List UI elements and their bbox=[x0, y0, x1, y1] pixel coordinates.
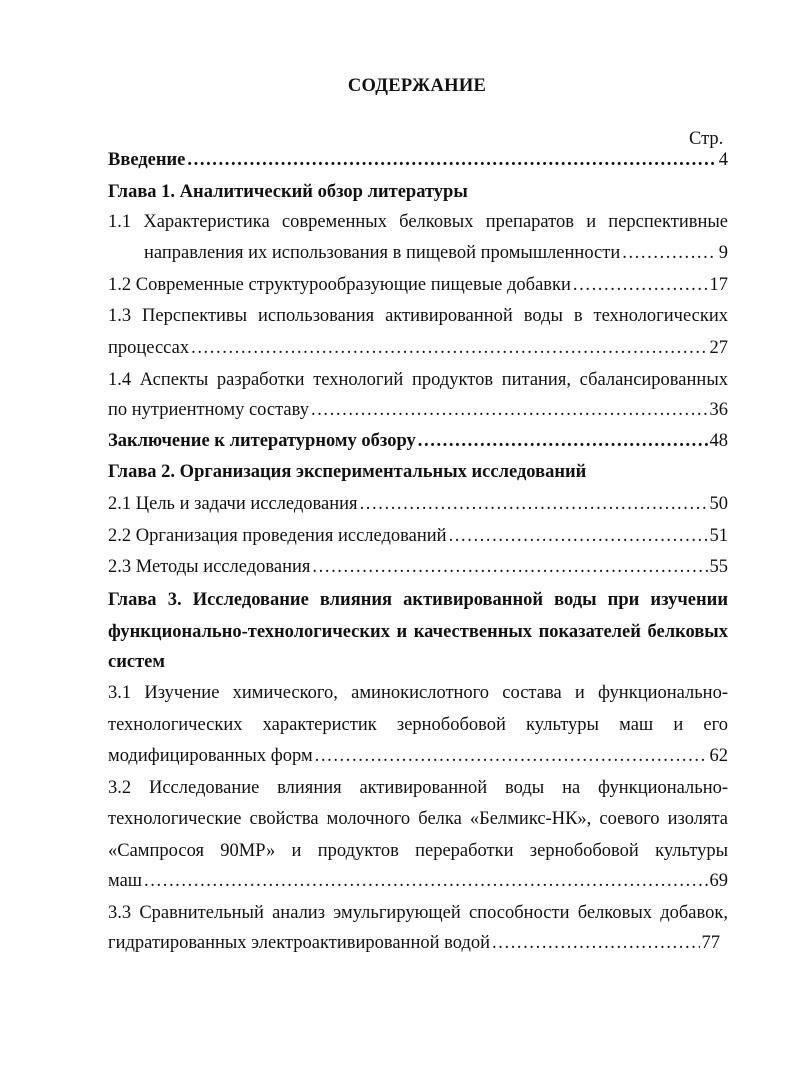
dot-leader bbox=[315, 743, 708, 769]
toc-entry-text: по нутриентному составу bbox=[108, 400, 309, 420]
toc-page-number: 51 bbox=[709, 526, 728, 546]
toc-entry-1-1-line2 bbox=[144, 240, 728, 266]
dot-leader bbox=[191, 335, 707, 361]
toc-page-number: 50 bbox=[709, 494, 728, 514]
toc-page-number: 36 bbox=[709, 400, 728, 420]
dot-leader bbox=[622, 240, 717, 266]
toc-page-number: 62 bbox=[709, 746, 728, 766]
dot-leader bbox=[144, 868, 707, 894]
toc-page-number: 77 bbox=[701, 933, 720, 953]
toc-page-number: 17 bbox=[709, 275, 728, 295]
toc-page-number: 27 bbox=[709, 338, 728, 358]
toc-entry-text: гидратированных электроактивированной водой bbox=[108, 933, 491, 953]
toc-entry-text: модифицированных форм bbox=[108, 746, 313, 766]
toc-entry-1-3-line2 bbox=[108, 335, 728, 361]
toc-entry-3-2-line2: технологические свойства молочного белка «Белмикс-НК», соевого изолята bbox=[108, 809, 728, 829]
toc-entry-3-2-line4 bbox=[108, 868, 728, 894]
toc-entry-3-1-line3 bbox=[108, 743, 728, 769]
toc-page-number: 69 bbox=[709, 871, 728, 891]
toc-entry-text: Введение bbox=[108, 150, 186, 170]
toc-page-number: 48 bbox=[709, 431, 728, 451]
toc-entry-1-4-line1: 1.4 Аспекты разработки технологий продуктов питания, сбалансированных bbox=[108, 370, 728, 390]
toc-entry-text: 2.2 Организация проведения исследований bbox=[108, 526, 447, 546]
toc-entry-3-3-line1: 3.3 Сравнительный анализ эмульгирующей способности белковых добавок, bbox=[108, 903, 728, 923]
page-title: СОДЕРЖАНИЕ bbox=[347, 76, 487, 96]
toc-page-number: 9 bbox=[718, 243, 728, 263]
toc-entry-3-2-line3: «Сампросоя 90МР» и продуктов переработки зернобобовой культуры bbox=[108, 841, 728, 861]
dot-leader bbox=[360, 491, 708, 517]
dot-leader bbox=[312, 554, 707, 580]
toc-chapter-1: Глава 1. Аналитический обзор литературы bbox=[108, 182, 468, 202]
toc-entry-text: процессах bbox=[108, 338, 190, 358]
toc-entry-text: 1.2 Современные структурообразующие пищевые добавки bbox=[108, 275, 571, 295]
toc-entry-text: 2.3 Методы исследования bbox=[108, 557, 311, 577]
toc-entry-conclusion bbox=[108, 428, 728, 454]
toc-entry-3-2-line1: 3.2 Исследование влияния активированной воды на функционально- bbox=[108, 778, 728, 798]
page-column-label: Стр. bbox=[689, 129, 724, 149]
toc-page-number: 4 bbox=[718, 150, 728, 170]
toc-entry-intro bbox=[108, 147, 728, 173]
toc-chapter-3-line1: Глава 3. Исследование влияния активированной воды при изучении bbox=[108, 590, 728, 610]
toc-entry-2-2 bbox=[108, 523, 728, 549]
toc-chapter-3-line3: систем bbox=[108, 652, 165, 672]
dot-leader bbox=[311, 397, 708, 423]
toc-entry-1-2 bbox=[108, 272, 728, 298]
dot-leader bbox=[449, 523, 708, 549]
toc-entry-1-1-line1: 1.1 Характеристика современных белковых препаратов и перспективные bbox=[108, 212, 728, 232]
toc-entry-text: Заключение к литературному обзору bbox=[108, 431, 416, 451]
toc-entry-2-3 bbox=[108, 554, 728, 580]
toc-page-number: 55 bbox=[709, 557, 728, 577]
dot-leader bbox=[573, 272, 708, 298]
dot-leader bbox=[418, 428, 708, 454]
toc-chapter-2: Глава 2. Организация экспериментальных исследований bbox=[108, 462, 587, 482]
toc-entry-3-1-line2: технологических характеристик зернобобовой культуры маш и его bbox=[108, 715, 728, 735]
dot-leader bbox=[187, 147, 716, 173]
toc-entry-text: 2.1 Цель и задачи исследования bbox=[108, 494, 358, 514]
toc-entry-1-3-line1: 1.3 Перспективы использования активированной воды в технологических bbox=[108, 306, 728, 326]
toc-entry-3-3-line2 bbox=[108, 930, 720, 956]
dot-leader bbox=[492, 930, 699, 956]
toc-entry-1-4-line2 bbox=[108, 397, 728, 423]
toc-entry-text: маш bbox=[108, 871, 143, 891]
toc-entry-2-1 bbox=[108, 491, 728, 517]
toc-entry-3-1-line1: 3.1 Изучение химического, аминокислотного состава и функционально- bbox=[108, 683, 728, 703]
toc-entry-text: направления их использования в пищевой промышленности bbox=[144, 243, 621, 263]
toc-chapter-3-line2: функционально-технологических и качественных показателей белковых bbox=[108, 622, 728, 642]
